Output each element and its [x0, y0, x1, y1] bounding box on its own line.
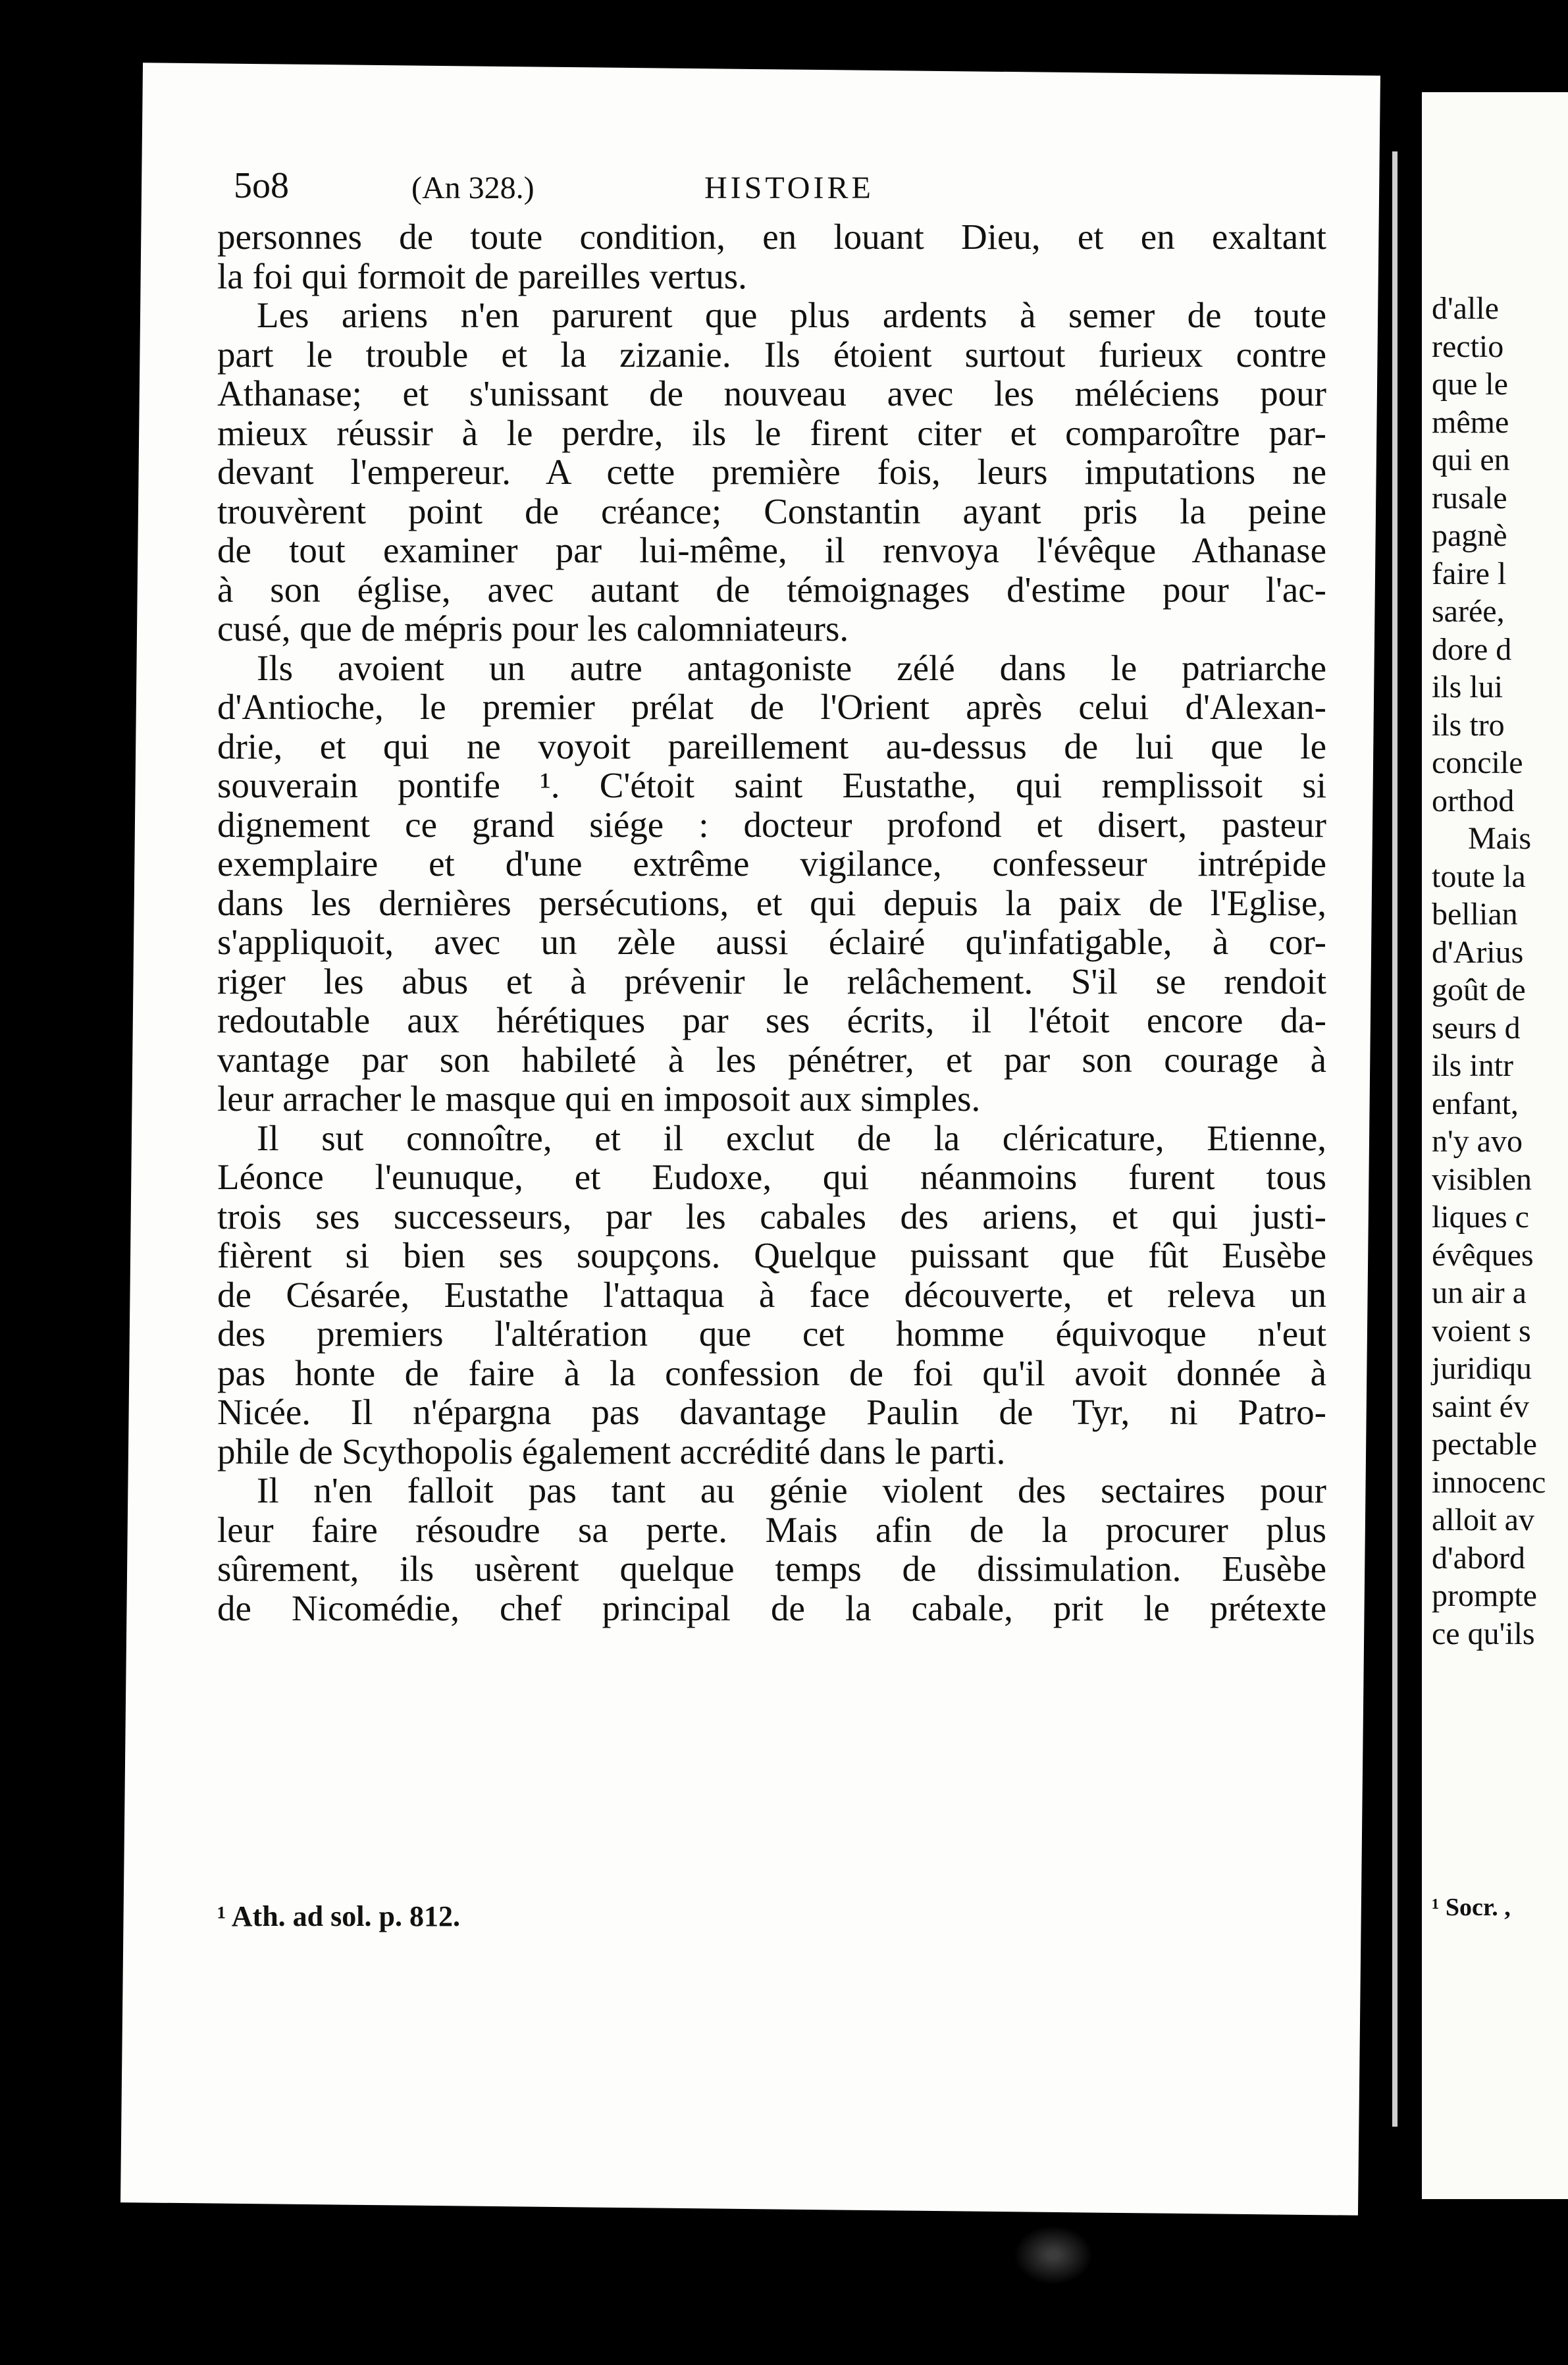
right-text-line: ils tro	[1432, 707, 1505, 743]
right-text-line: juridiqu	[1432, 1351, 1532, 1386]
text-line: s'appliquoit, avec un zèle aussi éclairé qu'infatigable, à cor-	[217, 922, 1326, 962]
right-text-line: ce qu'ils	[1432, 1616, 1535, 1651]
right-page-text	[1432, 290, 1568, 1653]
right-text-line: liques c	[1432, 1200, 1529, 1235]
text-line: trois ses successeurs, par les cabales des ariens, et qui justi-	[217, 1196, 1326, 1236]
right-text-line: innocenc	[1432, 1464, 1546, 1500]
right-text-line: Mais	[1468, 821, 1531, 856]
text-line: drie, et qui ne voyoit pareillement au-dessus de lui que le	[217, 726, 1326, 766]
right-text-line: alloit av	[1432, 1502, 1534, 1537]
text-line: part le trouble et la zizanie. Ils étoient surtout furieux contre	[217, 334, 1326, 375]
text-line: à son église, avec autant de témoignages d'estime pour l'ac-	[217, 569, 1326, 610]
right-text-line: un air a	[1432, 1275, 1527, 1310]
text-line: Nicée. Il n'épargna pas davantage Paulin de Tyr, ni Patro-	[217, 1392, 1326, 1432]
text-line: devant l'empereur. A cette première fois, leurs imputations ne	[217, 452, 1326, 492]
text-line: Les ariens n'en parurent que plus ardents à semer de toute	[257, 295, 1326, 335]
text-line: cusé, que de mépris pour les calomniateurs.	[217, 608, 849, 649]
text-line: Léonce l'eunuque, et Eudoxe, qui néanmoins furent tous	[217, 1157, 1326, 1197]
right-text-line: n'y avo	[1432, 1124, 1523, 1159]
running-head	[234, 165, 1155, 224]
text-line: la foi qui formoit de pareilles vertus.	[217, 255, 747, 296]
scan-smudge	[1014, 2225, 1093, 2285]
right-text-line: enfant,	[1432, 1086, 1519, 1121]
right-text-line: qui en	[1432, 442, 1510, 477]
right-text-line: faire l	[1432, 556, 1507, 591]
text-line: souverain pontife ¹. C'étoit saint Eustathe, qui remplissoit si	[217, 765, 1326, 805]
right-text-line: que le	[1432, 367, 1508, 402]
text-line: Athanase; et s'unissant de nouveau avec les méléciens pour	[217, 373, 1326, 413]
text-line: trouvèrent point de créance; Constantin ayant pris la peine	[217, 491, 1326, 531]
right-text-line: saint év	[1432, 1389, 1529, 1424]
right-text-line: pagnè	[1432, 518, 1507, 553]
right-text-line: d'alle	[1432, 291, 1499, 326]
text-line: de Césarée, Eustathe l'attaqua à face découverte, et releva un	[217, 1274, 1326, 1315]
text-line: Il sut connoître, et il exclut de la cléricature, Etienne,	[257, 1117, 1326, 1158]
footnote: ¹ Ath. ad sol. p. 812.	[217, 1900, 460, 1932]
text-line: dignement ce grand siége : docteur profond et disert, pasteur	[217, 804, 1326, 845]
text-line: pas honte de faire à la confession de foi qu'il avoit donnée à	[217, 1352, 1326, 1393]
page-number: 5o8	[234, 165, 289, 206]
year-heading: (An 328.)	[411, 171, 535, 205]
right-text-line: d'abord	[1432, 1540, 1525, 1576]
text-line: leur faire résoudre sa perte. Mais afin de la procurer plus	[217, 1509, 1326, 1550]
right-text-line: sarée,	[1432, 594, 1505, 629]
text-line: dans les dernières persécutions, et qui depuis la paix de l'Eglise,	[217, 882, 1326, 923]
text-line: Il n'en falloit pas tant au génie violent des sectaires pour	[257, 1470, 1326, 1510]
text-line: personnes de toute condition, en louant Dieu, et en exaltant	[217, 217, 1326, 257]
text-line: sûrement, ils usèrent quelque temps de dissimulation. Eusèbe	[217, 1549, 1326, 1589]
right-text-line: rusale	[1432, 480, 1507, 516]
text-line: phile de Scythopolis également accrédité dans le parti.	[217, 1431, 1006, 1472]
text-line: Ils avoient un autre antagoniste zélé dans le patriarche	[257, 647, 1326, 688]
right-text-line: même	[1432, 404, 1509, 440]
right-text-line: dore d	[1432, 631, 1512, 667]
right-text-line: ils intr	[1432, 1048, 1514, 1083]
right-text-line: toute la	[1432, 859, 1526, 894]
right-text-line: goût de	[1432, 972, 1526, 1007]
book-page-right	[1422, 92, 1568, 2199]
text-line: d'Antioche, le premier prélat de l'Orient après celui d'Alexan-	[217, 687, 1326, 727]
right-text-line: concile	[1432, 745, 1523, 780]
right-text-line: visiblen	[1432, 1161, 1532, 1197]
right-text-line: rectio	[1432, 329, 1504, 364]
text-line: vantage par son habileté à les pénétrer, et par son courage à	[217, 1039, 1326, 1080]
right-text-line: d'Arius	[1432, 934, 1524, 970]
text-line: leur arracher le masque qui en imposoit aux simples.	[217, 1078, 981, 1119]
text-line: mieux réussir à le perdre, ils le firent citer et comparoître par-	[217, 412, 1326, 453]
right-page-footnote: ¹ Socr. ,	[1432, 1894, 1511, 1921]
text-line: de tout examiner par lui-même, il renvoya l'évêque Athanase	[217, 530, 1326, 570]
text-line: fièrent si bien ses soupçons. Quelque puissant que fût Eusèbe	[217, 1235, 1326, 1275]
right-text-line: prompte	[1432, 1578, 1537, 1613]
right-text-line: ils lui	[1432, 670, 1503, 704]
right-text-line: orthod	[1432, 783, 1515, 818]
right-text-line: seurs d	[1432, 1010, 1521, 1046]
right-text-line: voient s	[1432, 1313, 1531, 1348]
right-text-line: évêques	[1432, 1237, 1534, 1273]
text-line: exemplaire et d'une extrême vigilance, confesseur intrépide	[217, 843, 1326, 884]
text-line: riger les abus et à prévenir le relâchement. S'il se rendoit	[217, 961, 1326, 1001]
text-line: des premiers l'altération que cet homme équivoque n'eut	[217, 1314, 1326, 1354]
body-text	[217, 217, 1326, 1628]
page-gutter-edge	[1392, 151, 1398, 2127]
book-title-heading: HISTOIRE	[704, 171, 874, 205]
text-line: redoutable aux hérétiques par ses écrits, il l'étoit encore da-	[217, 1000, 1326, 1040]
right-text-line: bellian	[1432, 897, 1518, 932]
right-text-line: pectable	[1432, 1427, 1537, 1462]
text-line: de Nicomédie, chef principal de la cabale, prit le prétexte	[217, 1587, 1326, 1628]
